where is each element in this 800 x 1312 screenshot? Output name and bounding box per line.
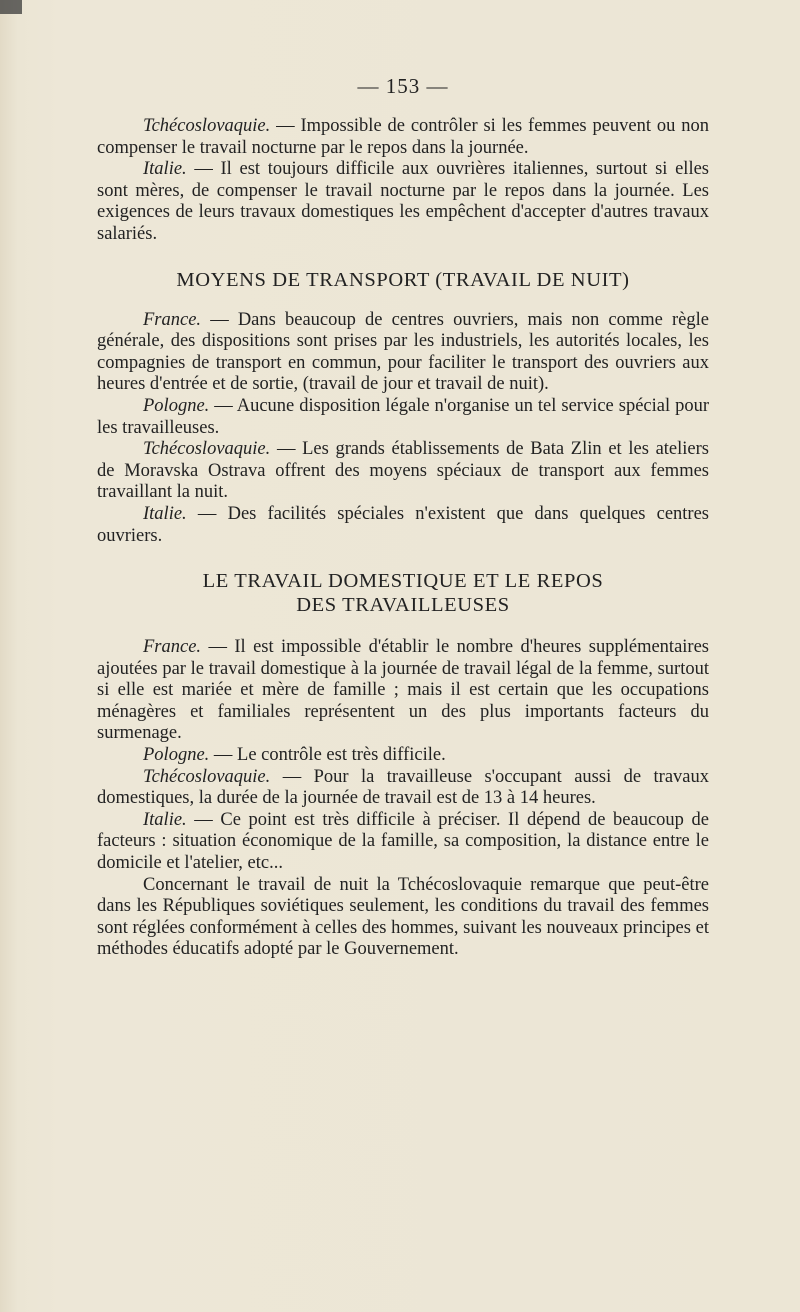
paragraph	[97, 504, 709, 547]
paragraph-lead: Pologne.	[143, 745, 210, 766]
paragraph	[97, 810, 709, 875]
paragraph-text: — Aucune disposition légale n'organise un tel service spécial pour les travailleuses.	[97, 395, 709, 438]
paragraph	[97, 767, 709, 810]
paragraph-text: — Le contrôle est très difficile.	[209, 745, 446, 766]
paragraph-text: — Pour la travailleuse s'occupant aussi de travaux domestiques, la durée de la journée de travail est de 13 à 14 heures.	[97, 766, 709, 809]
paragraph	[97, 310, 709, 396]
paragraph	[97, 116, 709, 159]
paragraph-text: — Des facilités spéciales n'existent que dans quelques centres ouvriers.	[97, 503, 709, 546]
paragraph-lead: France.	[143, 637, 202, 658]
paragraph	[97, 439, 709, 504]
paragraph-lead: Italie.	[143, 809, 187, 830]
paragraph-lead: Tchécoslovaquie.	[143, 439, 271, 460]
paragraph-lead: Tchécoslovaquie.	[143, 766, 271, 787]
paragraph-text: — Il est impossible d'établir le nombre d'heures supplémentaires ajoutées par le travail domestique à la journée de travail légal de la femme, surtout si elle est mariée et mère de famille ; mais il est certain que les occupations ménagères et familiales représentent un des plus importants facteurs du surmenage.	[97, 637, 709, 744]
heading-line: LE TRAVAIL DOMESTIQUE ET LE REPOS	[202, 570, 604, 593]
paragraph	[97, 745, 709, 767]
paragraph-text: — Impossible de contrôler si les femmes peuvent ou non compenser le travail nocturne par le repos dans la journée.	[97, 116, 709, 158]
paragraph-text: — Les grands établissements de Bata Zlin et les ateliers de Moravska Ostrava offrent des moyens spéciaux de transport aux femmes travaillant la nuit.	[97, 439, 709, 503]
binding-edge-mark	[0, 0, 22, 14]
paragraph	[97, 875, 709, 961]
heading-line: DES TRAVAILLEUSES	[296, 594, 510, 617]
paragraph-lead: Pologne.	[143, 395, 210, 416]
paragraph-text: — Ce point est très difficile à préciser. Il dépend de beaucoup de facteurs : situation économique de la famille, sa composition, la distance entre le domicile et l'atelier, etc...	[97, 809, 709, 874]
section-heading-transport: MOYENS DE TRANSPORT (TRAVAIL DE NUIT)	[176, 268, 630, 291]
paragraph-text: — Il est toujours difficile aux ouvrières italiennes, surtout si elles sont mères, de compenser le travail nocturne par le repos dans la journée. Les exigences de leurs travaux domestiques les empêchent d'accepter d'autres travaux salariés.	[97, 159, 709, 244]
paragraph-lead: France.	[143, 309, 202, 330]
paragraph-lead: Italie.	[143, 159, 187, 180]
paragraph-text: — Dans beaucoup de centres ouvriers, mais non comme règle générale, des dispositions sont prises par les industriels, les autorités locales, les compagnies de transport en commun, pour faciliter le transport des ouvriers aux heures d'entrée et de sortie, (travail de jour et travail de nuit).	[97, 309, 709, 395]
paragraph	[97, 637, 709, 745]
section-heading-domestic-work	[97, 569, 709, 617]
paragraph-text: Concernant le travail de nuit la Tchécoslovaquie remarque que peut-être dans les Républiques soviétiques seulement, les conditions du travail des femmes sont réglées conformément à celles des hommes, suivant les nouveaux principes et méthodes éducatifs adopté par le Gouvernement.	[97, 874, 709, 960]
paragraph-lead: Tchécoslovaquie.	[143, 116, 271, 136]
text-column	[97, 72, 709, 961]
paragraph	[97, 396, 709, 439]
page-number: — 153 —	[357, 74, 449, 98]
paragraph-lead: Italie.	[143, 503, 187, 524]
paragraph	[97, 159, 709, 245]
